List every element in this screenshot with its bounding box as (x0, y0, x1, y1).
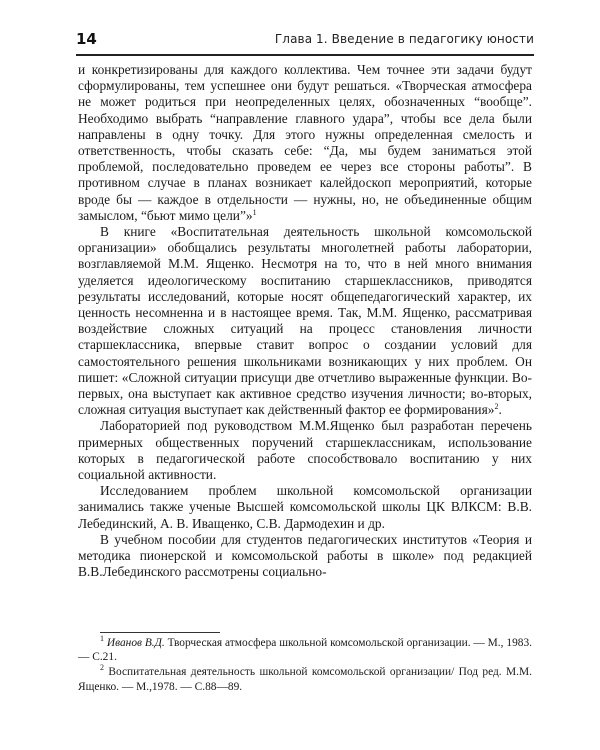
footnote-ref: 2 (494, 402, 499, 412)
page-number: 14 (76, 30, 97, 48)
body-text (78, 62, 532, 581)
footnotes (78, 632, 532, 695)
paragraph: Лабораторией под руководством М.М.Ященко был разработан перечень примерных общественных поручений старшеклассникам, использование которых в педагогической работе способствовало воспитанию у них социальной активности. (78, 418, 532, 483)
footnote-number: 2 (100, 663, 104, 673)
footnote-text: Воспитательная деятельность школьной комсомольской организации/ Под ред. М.М. Ященко. — М.,1978. — С.88—89. (78, 666, 532, 693)
paragraph: В учебном пособии для студентов педагогических институтов «Теория и методика пионерской и комсомольской работы в школе» под редакцией В.В.Лебединского рассмотрены социально- (78, 531, 532, 580)
footnote (78, 636, 532, 664)
footnote-ref: 1 (252, 207, 257, 217)
footnote-author: Иванов В.Д. (106, 637, 165, 649)
footnote-divider (100, 632, 220, 633)
paragraph-text: В книге «Воспитательная деятельность школьной комсомольской организации» обобщались результаты многолетней работы лаборатории, возглавляемой М.М. Ященко. Несмотря на то, что в ней много внимания уделяется идеологическому воспитанию старшеклассников, приводятся результаты исследований, которые носят общепедагогический характер, их ценность несомненна и в настоящее время. Так, М.М. Ященко, рассматривая воздействие сложных ситуаций на процесс становления личности старшеклассника, впервые ставит вопрос о создании условий для самостоятельного решения школьниками возникающих у них проблем. Он пишет: «Сложной ситуации присущи две отчетливо выраженные функции. Во-первых, она выступает как активное средство изучения личности; во-вторых, сложная ситуация выступает как действенный фактор ее формирования» (78, 224, 532, 418)
running-head: Глава 1. Введение в педагогику юности (274, 32, 534, 46)
footnote-text: Творческая атмосфера школьной комсомольской организации. — М., 1983. — С.21. (78, 637, 532, 664)
paragraph-text: и конкретизированы для каждого коллектива. Чем точнее эти задачи будут сформулированы, тем успешнее они будут решаться. «Творческая атмосфера не может родиться при неопределенных целях, обозначенных “вообще”. Необходимо выбрать “направление главного удара”, чтобы все дела были направлены в одну точку. Для этого нужны определенная смелость и ответственность, чтобы сказать себе: “Да, мы будем заниматься этой проблемой, последовательно проведем ее через все стороны работы”. В противном случае в планах возникает калейдоскоп мероприятий, которые вроде бы — каждое в отдельности — нужны, но, не объединенные общим замыслом, “бьют мимо цели”» (78, 62, 532, 223)
paragraph (78, 62, 532, 224)
paragraph: Исследованием проблем школьной комсомольской организации занимались также ученые Высшей комсомольской школы ЦК ВЛКСМ: В.В. Лебединский, А. В. Иващенко, С.В. Дармодехин и др. (78, 483, 532, 531)
footnote-number: 1 (100, 634, 104, 643)
page-header (76, 28, 534, 56)
footnote (78, 665, 532, 693)
paragraph: В книге «Воспитательная деятельность школьной комсомольской организации» обобщались результаты многолетней работы лаборатории, возглавляемой М.М. Ященко. Несмотря на то, что в ней много внимания уделяется идеологическому воспитанию старшеклассников, приводятся результаты исследований, которые носят общепедагогический характер, их ценность несомненна и в настоящее время. Так, М.М. Ященко, рассматривая воздействие сложных ситуаций на процесс становления личности старшеклассника, впервые ставит вопрос о создании условий для самостоятельного решения школьниками возникающих у них проблем. Он пишет: «Сложной ситуации присущи две отчетливо выраженные функции. Во-первых, она выступает как активное средство изучения личности; во-вторых, сложная ситуация выступает как действенный фактор ее формирования»$^2$. (78, 224, 532, 418)
